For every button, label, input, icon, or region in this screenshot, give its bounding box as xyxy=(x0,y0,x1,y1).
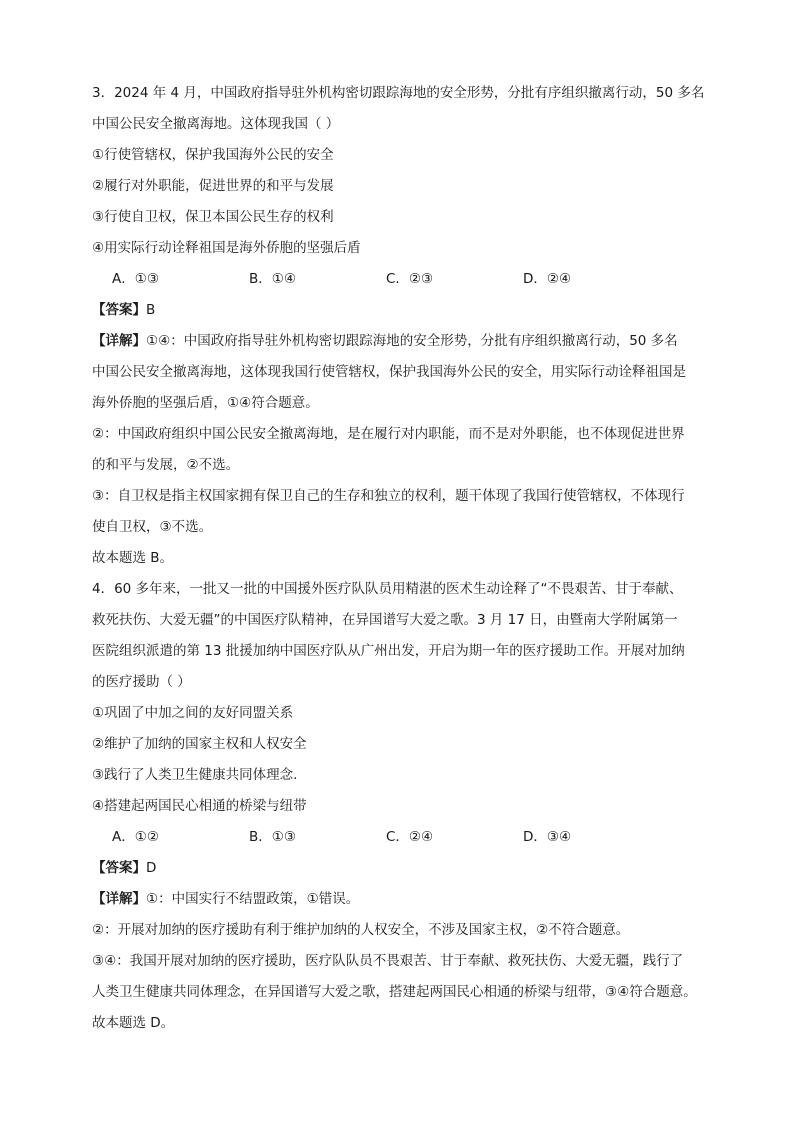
detail-label: 【详解】 xyxy=(92,891,146,907)
detail-line: ③④：我国开展对加纳的医疗援助，医疗队队员不畏艰苦、甘于奉献、救死扶伤、大爱无疆，践行了 xyxy=(92,953,684,969)
option-row xyxy=(92,264,714,295)
question-stem-line: 3．2024 年 4 月，中国政府指导驻外机构密切跟踪海地的安全形势，分批有序组织撤离行动，50 多名 xyxy=(92,85,705,101)
detail-line: 的和平与发展，②不选。 xyxy=(92,457,240,473)
statement-item: ②履行对外职能，促进世界的和平与发展 xyxy=(92,178,334,194)
question-4 xyxy=(92,574,714,1039)
detail-line: 故本题选 B。 xyxy=(92,550,174,566)
option-a: A．①③ xyxy=(112,271,159,287)
detail-label: 【详解】 xyxy=(92,333,146,349)
answer-value: B xyxy=(146,302,156,318)
detail-line: ②：中国政府组织中国公民安全撤离海地，是在履行对内职能，而不是对外职能，也不体现促进世界 xyxy=(92,426,685,442)
answer-line xyxy=(92,853,714,884)
answer-value: D xyxy=(146,860,157,876)
option-b: B．①④ xyxy=(249,271,296,287)
option-d: D．③④ xyxy=(523,829,572,845)
question-3 xyxy=(92,78,714,574)
answer-label: 【答案】 xyxy=(92,860,146,876)
statement-item: ③践行了人类卫生健康共同体理念. xyxy=(92,767,298,783)
statement-item: ①巩固了中加之间的友好同盟关系 xyxy=(92,705,294,721)
statement-item: ②维护了加纳的国家主权和人权安全 xyxy=(92,736,307,752)
detail-text: ①④：中国政府指导驻外机构密切跟踪海地的安全形势，分批有序组织撤离行动，50 多名 xyxy=(146,333,678,349)
document-page xyxy=(92,78,714,1039)
detail-line xyxy=(92,326,714,357)
detail-line: 使自卫权，③不选。 xyxy=(92,519,213,535)
detail-line xyxy=(92,884,714,915)
answer-label: 【答案】 xyxy=(92,302,146,318)
option-row xyxy=(92,822,714,853)
detail-text: ①：中国实行不结盟政策，①错误。 xyxy=(146,891,360,907)
detail-line: 海外侨胞的坚强后盾，①④符合题意。 xyxy=(92,395,319,411)
detail-line: 故本题选 D。 xyxy=(92,1015,175,1031)
option-b: B．①③ xyxy=(249,829,296,845)
option-c: C．②④ xyxy=(386,829,434,845)
statement-item: ④用实际行动诠释祖国是海外侨胞的坚强后盾 xyxy=(92,240,361,256)
detail-line: ③：自卫权是指主权国家拥有保卫自己的生存和独立的权利，题干体现了我国行使管辖权，不体现行 xyxy=(92,488,685,504)
question-stem-line: 的医疗援助（ ） xyxy=(92,674,191,690)
detail-line: 中国公民安全撤离海地，这体现我国行使管辖权，保护我国海外公民的安全，用实际行动诠释祖国是 xyxy=(92,364,686,380)
statement-item: ①行使管辖权，保护我国海外公民的安全 xyxy=(92,147,334,163)
statement-item: ③行使自卫权，保卫本国公民生存的权利 xyxy=(92,209,334,225)
option-d: D．②④ xyxy=(523,271,572,287)
statement-item: ④搭建起两国民心相通的桥梁与纽带 xyxy=(92,798,307,814)
question-stem-line: 中国公民安全撤离海地。这体现我国（ ） xyxy=(92,116,340,132)
detail-line: ②：开展对加纳的医疗援助有利于维护加纳的人权安全，不涉及国家主权，②不符合题意。 xyxy=(92,922,630,938)
question-stem-line: 医院组织派遣的第 13 批援加纳中国医疗队从广州出发，开启为期一年的医疗援助工作。开展对加纳 xyxy=(92,643,685,659)
question-stem-line: 4．60 多年来，一批又一批的中国援外医疗队队员用精湛的医术生动诠释了“不畏艰苦、甘于奉献、 xyxy=(92,581,683,597)
detail-line: 人类卫生健康共同体理念，在异国谱写大爱之歌，搭建起两国民心相通的桥梁与纽带，③④符合题意。 xyxy=(92,984,697,1000)
option-a: A．①② xyxy=(112,829,159,845)
question-stem-line: 救死扶伤、大爱无疆”的中国医疗队精神，在异国谱写大爱之歌。3 月 17 日，由暨南大学附属第一 xyxy=(92,612,678,628)
answer-line xyxy=(92,295,714,326)
option-c: C．②③ xyxy=(386,271,434,287)
